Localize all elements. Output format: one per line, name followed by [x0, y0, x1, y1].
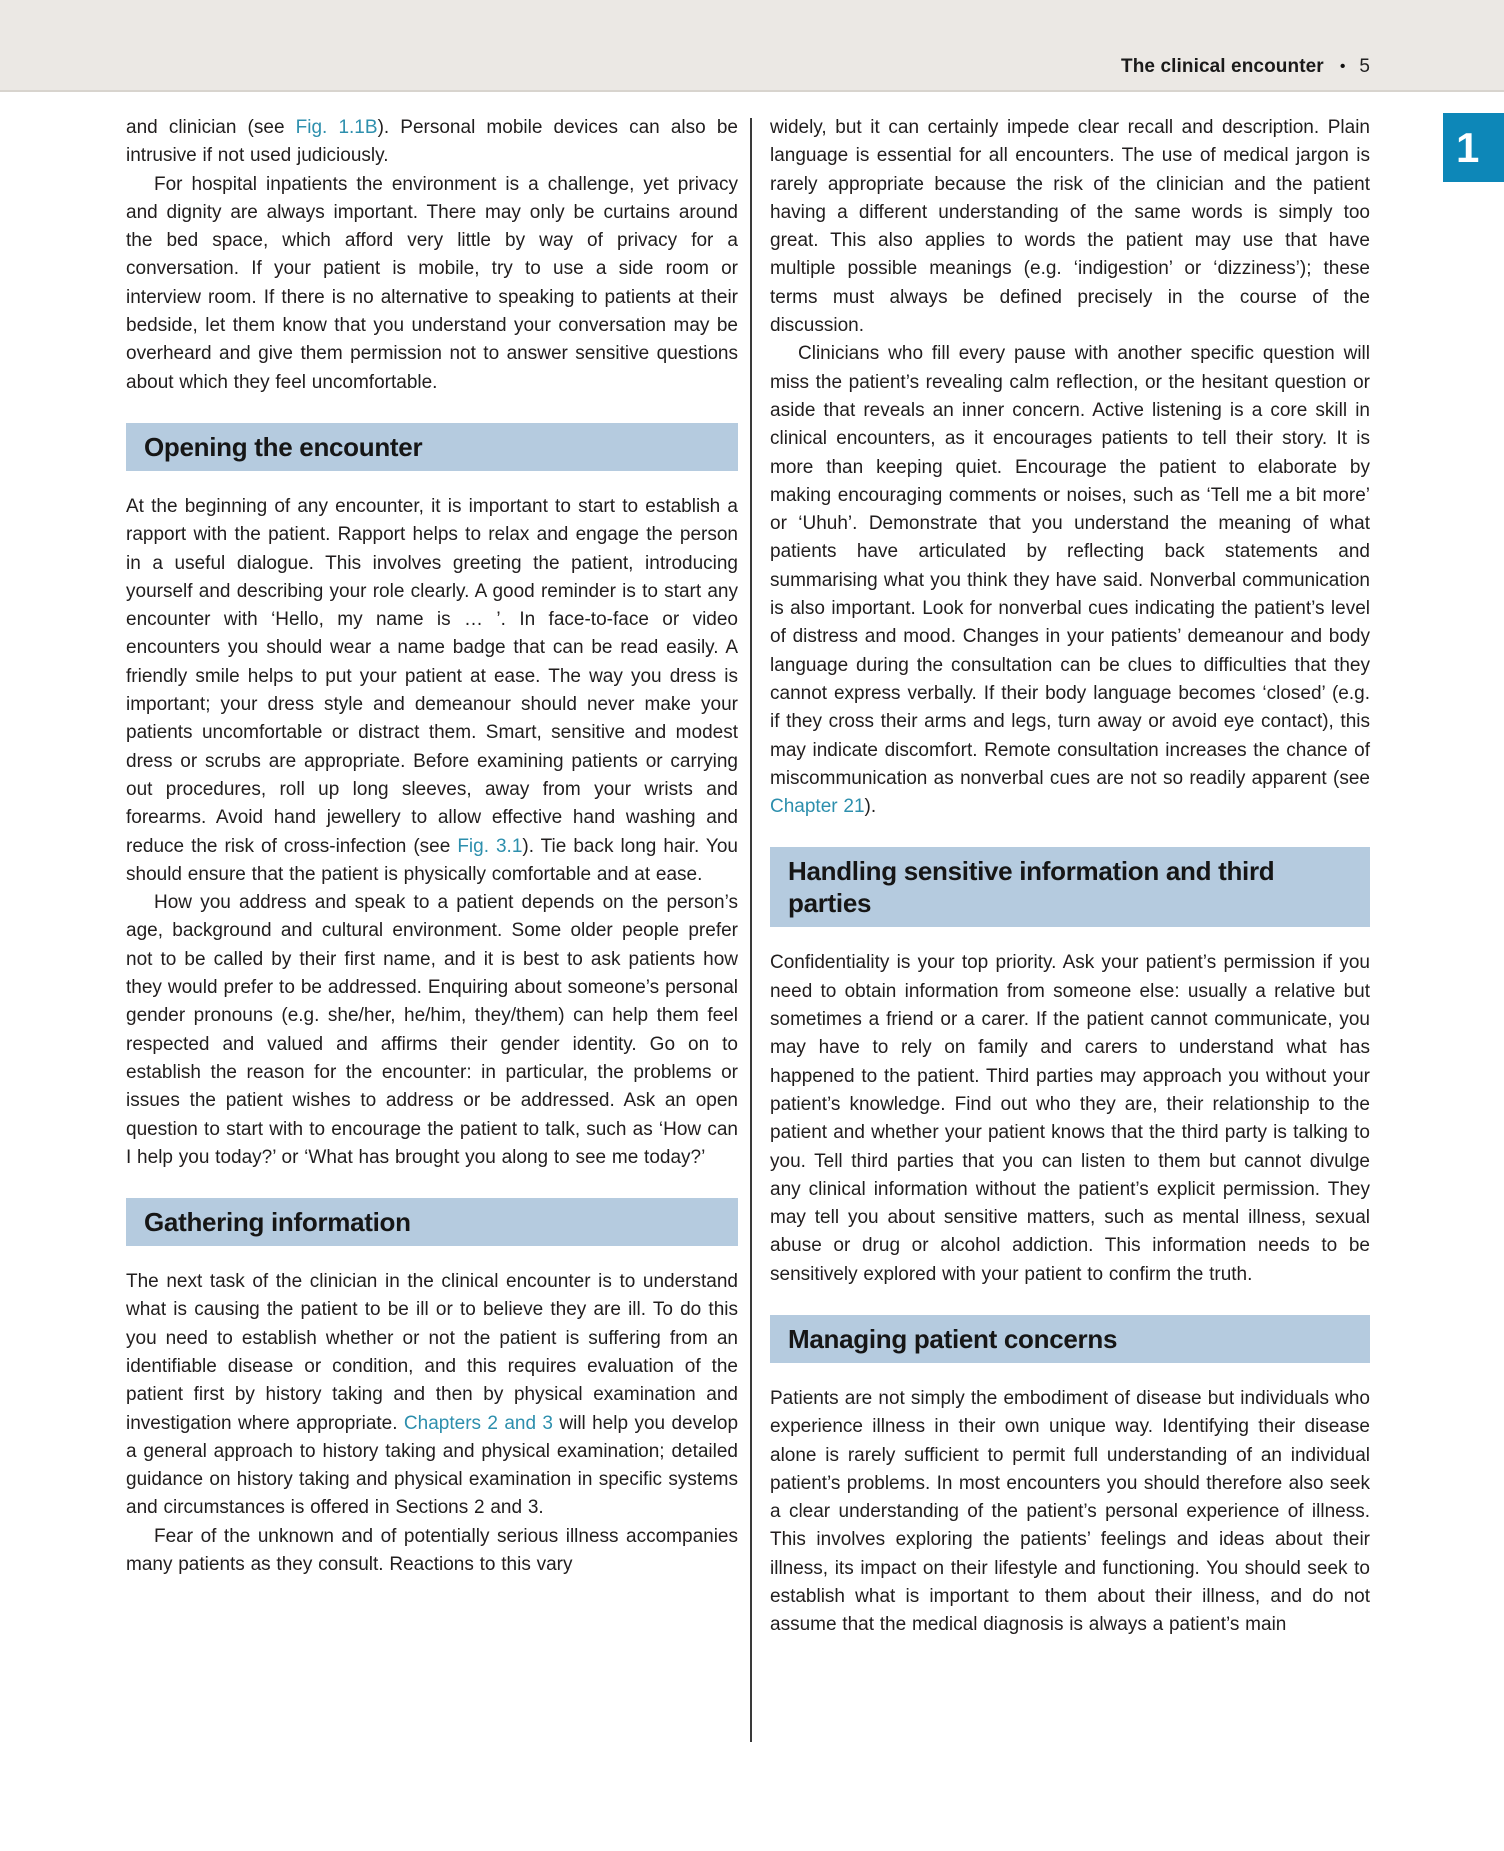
section-heading-gathering-information: Gathering information [126, 1198, 738, 1246]
paragraph-fear-of-unknown: Fear of the unknown and of potentially serious illness accompanies many patients as they consult. Reactions to this vary [126, 1525, 738, 1576]
paragraph-how-you-address: How you address and speak to a patient depends on the person’s age, background and cultural environment. Some older people prefer not to be called by their first name, and it is best to ask patients how they would prefer to be addressed. Enquiring about someone’s personal gender pronouns (e.g. she/her, he/him, they/them) can help them feel respected and valued and affirms their gender identity. Go on to establish the reason for the encounter: in particular, the problems or issues the patient wishes to address or be addressed. Ask an open question to start with to encourage the patient to talk, such as ‘How can I help you today?’ or ‘What has brought you along to see me today?’ [126, 892, 738, 1168]
paragraph-next-task: The next task of the clinician in the clinical encounter is to understand what is causing the patient to be ill or to believe they are ill. To do this you need to establish whether or not the patient is suffering from an identifiable disease or condition, and this requires evaluation of the patient first by history taking and then by physical examination and investigation where appropriate. Chapters 2 and 3 will help you develop a general approach to history taking and physical examination; detailed guidance on history taking and physical examination in specific systems and circumstances is offered in Sections 2 and 3. [126, 1271, 739, 1519]
cross-reference-link[interactable]: Chapter 21 [770, 796, 865, 818]
section-heading-opening-the-encounter: Opening the encounter [126, 423, 738, 471]
paragraph-widely-continuation: widely, but it can certainly impede clear recall and description. Plain language is essential for all encounters. The use of medical jargon is rarely appropriate because the risk of the clinician and the patient having a different understanding of the same words is simply too great. This also applies to words the patient may use that have multiple possible meanings (e.g. ‘indigestion’ or ‘dizziness’); these terms must always be defined precisely in the course of the discussion. [770, 117, 1370, 337]
paragraph-confidentiality: Confidentiality is your top priority. Ask your patient’s permission if you need to obtain information from someone else: usually a relative but sometimes a friend or a carer. If the patient cannot communicate, you may have to rely on family and carers to understand what has happened to the patient. Third parties may approach you without your patient’s knowledge. Find out who they are, their relationship to the patient and whether your patient knows that the third party is talking to you. Tell third parties that you can listen to them but cannot divulge any clinical information without the patient’s explicit permission. They may tell you about sensitive matters, such as mental illness, sexual abuse or drug or alcohol addiction. This information needs to be sensitively explored with your patient to confirm the truth. [770, 952, 1370, 1285]
paragraph-beginning-of-encounter: At the beginning of any encounter, it is important to start to establish a rapport with the patient. Rapport helps to relax and engage the person in a useful dialogue. This involves greeting the patient, introducing yourself and describing your role clearly. A good reminder is to start any encounter with ‘Hello, my name is … ’. In face-to-face or video encounters you should wear a name badge that can be read easily. A friendly smile helps to put your patient at ease. The way you dress is important; your dress style and demeanour should never make your patients uncomfortable or distract them. Smart, sensitive and modest dress or scrubs are appropriate. Before examining patients or carrying out procedures, roll up long sleeves, away from your wrists and forearms. Avoid hand jewellery to allow effective hand washing and reduce the risk of cross-infection (see Fig. 3.1). Tie back long hair. You should ensure that the patient is physically comfortable and at ease. [126, 495, 738, 885]
paragraph-clinicians-pause: Clinicians who fill every pause with another specific question will miss the patient’s revealing calm reflection, or the hesitant question or aside that reveals an inner concern. Active listening is a core skill in clinical encounters, as it encourages patients to tell their story. It is more than keeping quiet. Encourage the patient to elaborate by making encouraging comments or noises, such as ‘Tell me a bit more’ or ‘Uhuh’. Demonstrate that you understand the meaning of what patients have articulated by reflecting back statements and summarising what you think they have said. Nonverbal communication is also important. Look for nonverbal cues indicating the patient’s level of distress and mood. Changes in your patients’ demeanour and body language during the consultation can be clues to difficulties that they cannot express verbally. If their body language becomes ‘closed’ (e.g. if they cross their arms and legs, turn away or avoid eye contact), this may indicate discomfort. Remote consultation increases the chance of miscommunication as nonverbal cues are not so readily apparent (see Chapter 21). [770, 343, 1370, 818]
paragraph-patients-embodiment: Patients are not simply the embodiment of disease but individuals who experience illness in their own unique way. Identifying their disease alone is rarely sufficient to permit full understanding of an individual patient’s problems. In most encounters you should therefore also seek a clear understanding of the patient’s personal experience of illness. This involves exploring the patients’ feelings and ideas about their illness, its impact on their lifestyle and functioning. You should seek to establish what is important to them about their illness, and do not assume that the medical diagnosis is always a patient’s main [770, 1387, 1370, 1636]
running-header [1121, 56, 1370, 78]
page-content [0, 92, 1504, 1851]
header-bullet-separator: • [1339, 58, 1346, 75]
column-divider-rule [750, 118, 752, 1742]
chapter-number-tab: 1 [1443, 113, 1504, 182]
cross-reference-link[interactable]: Chapters 2 and 3 [403, 1412, 553, 1434]
right-column [770, 114, 1370, 1640]
paragraph-hospital-inpatients: For hospital inpatients the environment is a challenge, yet privacy and dignity are always important. There may only be curtains around the bed space, which afford very little by way of privacy for a conversation. If your patient is mobile, try to use a side room or interview room. If there is no alternative to speaking to patients at their bedside, let them know that you understand your conversation may be overheard and give them permission not to answer sensitive questions about which they feel uncomfortable. [126, 173, 738, 393]
paragraph-intro-continuation: and clinician (see Fig. 1.1B). Personal mobile devices can also be intrusive if not used judiciously. [126, 117, 738, 167]
cross-reference-link[interactable]: Fig. 1.1B [295, 117, 378, 138]
section-heading-handling-sensitive-information: Handling sensitive information and third parties [770, 847, 1370, 927]
chapter-title: The clinical encounter [1121, 56, 1324, 77]
left-column [126, 114, 738, 1579]
page-number: 5 [1359, 56, 1370, 77]
section-heading-managing-patient-concerns: Managing patient concerns [770, 1315, 1370, 1363]
cross-reference-link[interactable]: Fig. 3.1 [457, 835, 523, 857]
page-header-band [0, 0, 1504, 92]
